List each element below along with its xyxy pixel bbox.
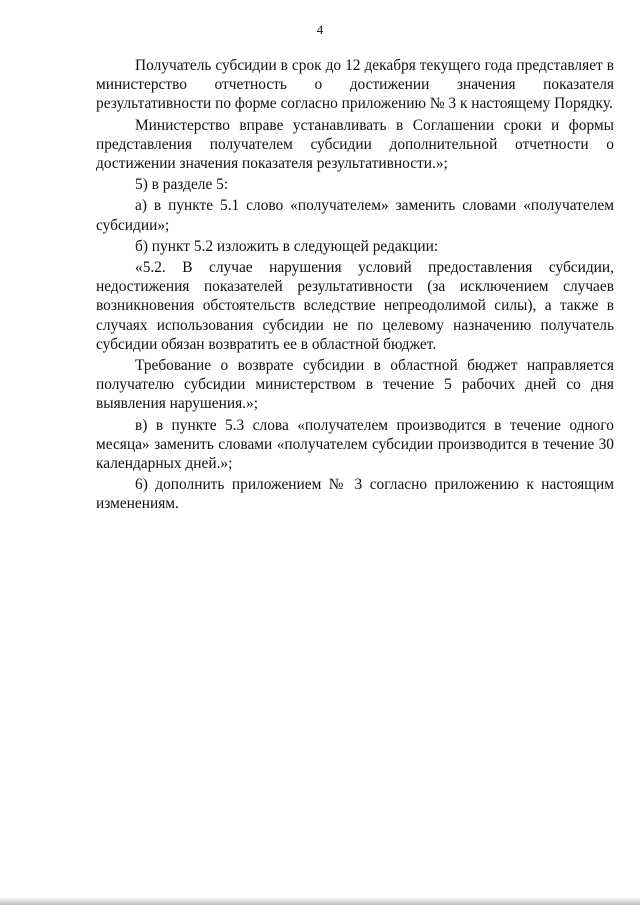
scan-bottom-edge: [0, 897, 640, 905]
paragraph-item-5-2-intro: б) пункт 5.2 изложить в следующей редакции:: [135, 237, 439, 255]
paragraph-additional-reporting: Министерство вправе устанавливать в Соглашении сроки и формы представления получателем субсидии дополнительной отчетности о достижении значения показателя результативности.»;: [96, 116, 614, 173]
paragraph-section-5: 5) в разделе 5:: [135, 176, 229, 194]
paragraph-item-5-3: в) в пункте 5.3 слова «получателем производится в течение одного месяца» заменить словами «получателем субсидии производится в течение 30 календарных дней.»;: [96, 416, 614, 473]
page-number: 4: [316, 22, 324, 37]
paragraph-item-5-2-text: «5.2. В случае нарушения условий предоставления субсидии, недостижения показателей результативности (за исключением случаев возникновения обстоятельств вследствие непреодолимой силы), а также в случаях использования субсидии не по целевому назначению получатель субсидии обязан возвратить ее в областной бюджет.: [96, 259, 614, 353]
paragraph-reporting-deadline: Получатель субсидии в срок до 12 декабря текущего года представляет в министерство отчетность о достижении значения показателя результативности по форме согласно приложению № 3 к настоящему Порядку.: [96, 57, 614, 113]
paragraph-item-5-1: а) в пункте 5.1 слово «получателем» заменить словами «получателем субсидии»;: [96, 197, 614, 234]
paragraph-refund-requirement: Требование о возврате субсидии в областной бюджет направляется получателю субсидии министерством в течение 5 рабочих дней со дня выявления нарушения.»;: [96, 357, 614, 413]
paragraph-appendix-3: 6) дополнить приложением № 3 согласно приложению к настоящим изменениям.: [96, 476, 614, 513]
document-body: [96, 56, 614, 514]
